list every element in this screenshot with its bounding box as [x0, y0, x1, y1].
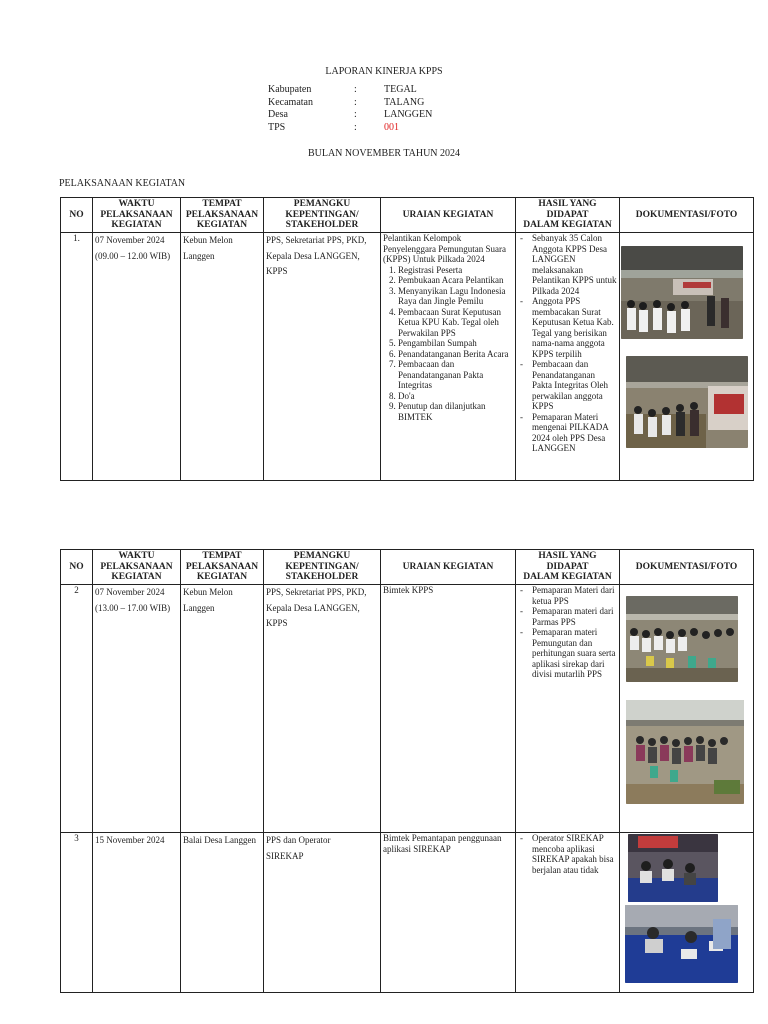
- header-hasil: HASIL YANG DIDAPAT DALAM KEGIATAN: [516, 198, 620, 233]
- list-item: 9. Penutup dan dilanjutkan BIMTEK: [398, 401, 513, 422]
- info-tps: TPS : 001: [268, 121, 399, 133]
- row-no: 2: [61, 585, 93, 833]
- list-item: - Operator SIREKAP mencoba aplikasi SIREKAP apakah bisa berjalan atau tidak: [532, 833, 617, 875]
- info-kecamatan: Kecamatan : TALANG: [268, 96, 425, 108]
- header-dokumentasi: DOKUMENTASI/FOTO: [620, 550, 754, 585]
- list-item: 2. Pembukaan Acara Pelantikan: [398, 275, 513, 286]
- header-uraian: URAIAN KEGIATAN: [381, 550, 516, 585]
- list-item: - Sebanyak 35 Calon Anggota KPPS Desa LANGGEN melaksanakan Pelantikan KPPS untuk Pilkada 2024: [532, 233, 617, 296]
- documentation-photo: [626, 596, 738, 682]
- row-no: 1.: [61, 233, 93, 481]
- list-item: 6. Penandatanganan Berita Acara: [398, 349, 513, 360]
- row-waktu: 07 November 2024 (09.00 – 12.00 WIB): [93, 233, 181, 481]
- documentation-photo: [625, 905, 738, 983]
- list-item: 5. Pengambilan Sumpah: [398, 338, 513, 349]
- documentation-photo: [621, 246, 743, 339]
- table-header-row: [61, 550, 754, 585]
- list-item: 4. Pembacaan Surat Keputusan Ketua KPU Kab. Tegal oleh Perwakilan PPS: [398, 307, 513, 339]
- header-uraian: URAIAN KEGIATAN: [381, 198, 516, 233]
- list-item: - Pemaparan materi Pemungutan dan perhitungan suara serta aplikasi sirekap dari divisi mutarlih PPS: [532, 627, 617, 680]
- table-row: [61, 585, 754, 833]
- report-title: LAPORAN KINERJA KPPS: [325, 66, 443, 77]
- row-uraian: Bimtek KPPS: [381, 585, 516, 833]
- row-hasil: [516, 233, 620, 481]
- header-pemangku: PEMANGKU KEPENTINGAN/ STAKEHOLDER: [264, 550, 381, 585]
- row-pemangku: PPS, Sekretariat PPS, PKD, Kepala Desa LANGGEN, KPPS: [264, 585, 381, 833]
- row-dokumentasi: [620, 233, 754, 481]
- row-tempat: Balai Desa Langgen: [181, 833, 264, 993]
- row-hasil: [516, 585, 620, 833]
- row-uraian: Bimtek Pemantapan penggunaan aplikasi SIREKAP: [381, 833, 516, 993]
- row-tempat: Kebun Melon Langgen: [181, 233, 264, 481]
- list-item: - Pemaparan Materi dari ketua PPS: [532, 585, 617, 606]
- list-item: 8. Do'a: [398, 391, 513, 402]
- row-hasil: [516, 833, 620, 993]
- list-item: 3. Menyanyikan Lagu Indonesia Raya dan Jingle Pemilu: [398, 286, 513, 307]
- info-desa: Desa : LANGGEN: [268, 109, 433, 120]
- report-info: [268, 84, 432, 134]
- info-kabupaten: Kabupaten : TEGAL: [268, 84, 417, 95]
- row-waktu: 07 November 2024 (13.00 – 17.00 WIB): [93, 585, 181, 833]
- report-period: BULAN NOVEMBER TAHUN 2024: [307, 148, 461, 159]
- header-dokumentasi: DOKUMENTASI/FOTO: [620, 198, 754, 233]
- header-no: NO: [61, 550, 93, 585]
- section-title: PELAKSANAAN KEGIATAN: [59, 178, 186, 189]
- list-item: - Pemaparan materi dari Parmas PPS: [532, 606, 617, 627]
- header-waktu: WAKTU PELAKSANAAN KEGIATAN: [93, 550, 181, 585]
- activity-table-2: [60, 549, 754, 993]
- list-item: - Pembacaan dan Penandatanganan Pakta Integritas Oleh perwakilan anggota KPPS: [532, 359, 617, 412]
- header-pemangku: PEMANGKU KEPENTINGAN/ STAKEHOLDER: [264, 198, 381, 233]
- list-item: - Pemaparan Materi mengenai PILKADA 2024 oleh PPS Desa LANGGEN: [532, 412, 617, 454]
- row-tempat: Kebun Melon Langgen: [181, 585, 264, 833]
- list-item: 1. Registrasi Peserta: [398, 265, 513, 276]
- documentation-photo: [628, 834, 718, 902]
- header-tempat: TEMPAT PELAKSANAAN KEGIATAN: [181, 198, 264, 233]
- table-header-row: [61, 198, 754, 233]
- table-row: [61, 233, 754, 481]
- list-item: - Anggota PPS membacakan Surat Keputusan Ketua Kab. Tegal yang berisikan nama-nama anggota KPPS terpilih: [532, 296, 617, 359]
- documentation-photo: [626, 700, 744, 804]
- row-pemangku: PPS, Sekretariat PPS, PKD, Kepala Desa LANGGEN, KPPS: [264, 233, 381, 481]
- documentation-photo: [626, 356, 748, 448]
- row-uraian: [381, 233, 516, 481]
- header-hasil: HASIL YANG DIDAPAT DALAM KEGIATAN: [516, 550, 620, 585]
- uraian-list: [383, 265, 513, 423]
- row-no: 3: [61, 833, 93, 993]
- activity-table-1: [60, 197, 754, 481]
- header-tempat: TEMPAT PELAKSANAAN KEGIATAN: [181, 550, 264, 585]
- row-pemangku: PPS dan Operator SIREKAP: [264, 833, 381, 993]
- row-dokumentasi: [620, 833, 754, 993]
- row-dokumentasi: [620, 585, 754, 833]
- header-waktu: WAKTU PELAKSANAAN KEGIATAN: [93, 198, 181, 233]
- tps-number: 001: [384, 121, 399, 133]
- table-row: [61, 833, 754, 993]
- list-item: 7. Pembacaan dan Penandatanganan Pakta Integritas: [398, 359, 513, 391]
- row-waktu: 15 November 2024: [93, 833, 181, 993]
- uraian-intro: Pelantikan Kelompok Penyelenggara Pemungutan Suara (KPPS) Untuk Pilkada 2024: [383, 233, 506, 264]
- header-no: NO: [61, 198, 93, 233]
